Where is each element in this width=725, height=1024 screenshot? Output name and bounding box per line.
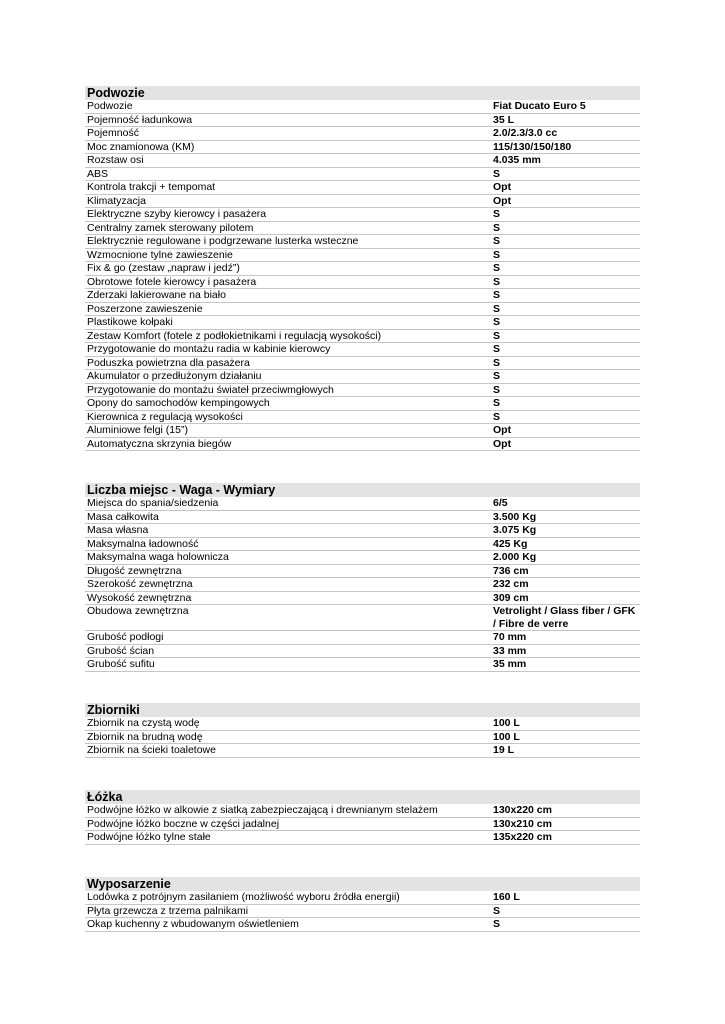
spec-value: 3.075 Kg xyxy=(493,524,537,536)
spec-row xyxy=(85,511,640,525)
spec-value: 130x210 cm xyxy=(493,817,552,830)
spec-row xyxy=(85,905,640,919)
spec-value: S xyxy=(493,221,501,234)
spec-row xyxy=(85,717,640,731)
spec-label: Lodówka z potrójnym zasilaniem (możliwość wyboru źródła energii) xyxy=(87,891,400,903)
spec-label: Plastikowe kołpaki xyxy=(87,316,173,328)
spec-label: Poduszka powietrzna dla pasażera xyxy=(87,356,250,369)
spec-row xyxy=(85,744,640,758)
spec-row xyxy=(85,222,640,236)
spec-label: Szerokość zewnętrzna xyxy=(87,578,193,590)
spec-value: S xyxy=(493,248,501,261)
spec-row xyxy=(85,578,640,592)
spec-row xyxy=(85,127,640,141)
spec-row xyxy=(85,195,640,209)
spec-row xyxy=(85,370,640,384)
spec-value: 35 L xyxy=(493,113,515,126)
spec-row xyxy=(85,330,640,344)
spec-value: Opt xyxy=(493,181,512,193)
spec-label: ABS xyxy=(87,167,109,180)
spec-row xyxy=(85,524,640,538)
spec-label: Poszerzone zawieszenie xyxy=(87,302,203,315)
spec-label: Podwójne łóżko tylne stałe xyxy=(87,831,211,843)
spec-row xyxy=(85,424,640,438)
spec-label: Zbiornik na ścieki toaletowe xyxy=(87,744,216,756)
spec-value: 2.0/2.3/3.0 cc xyxy=(493,127,558,139)
spec-value: S xyxy=(493,302,501,315)
spec-row xyxy=(85,141,640,155)
spec-label: Długość zewnętrzna xyxy=(87,564,182,577)
spec-row xyxy=(85,181,640,195)
spec-label: Obudowa zewnętrzna xyxy=(87,605,189,617)
spec-value: 160 L xyxy=(493,891,520,903)
spec-label: Automatyczna skrzynia biegów xyxy=(87,437,232,450)
spec-row xyxy=(85,208,640,222)
spec-value: 6/5 xyxy=(493,497,508,509)
spec-section xyxy=(85,790,640,845)
spec-value: 35 mm xyxy=(493,658,527,670)
spec-row xyxy=(85,343,640,357)
spec-row xyxy=(85,497,640,511)
spec-row xyxy=(85,565,640,579)
spec-row xyxy=(85,731,640,745)
spec-value: S xyxy=(493,918,501,930)
spec-row xyxy=(85,303,640,317)
spec-row xyxy=(85,438,640,452)
spec-label: Opony do samochodów kempingowych xyxy=(87,397,270,409)
spec-value: 19 L xyxy=(493,744,515,756)
spec-label: Miejsca do spania/siedzenia xyxy=(87,497,219,509)
spec-label: Akumulator o przedłużonym działaniu xyxy=(87,370,262,382)
spec-label: Płyta grzewcza z trzema palnikami xyxy=(87,904,249,917)
spec-value: 232 cm xyxy=(493,578,529,590)
spec-row xyxy=(85,262,640,276)
spec-label: Fix & go (zestaw „napraw i jedź”) xyxy=(87,262,240,274)
spec-label: Podwójne łóżko boczne w części jadalnej xyxy=(87,817,280,830)
spec-value: S xyxy=(493,208,501,220)
spec-row xyxy=(85,235,640,249)
spec-value: Opt xyxy=(493,437,512,450)
spec-row xyxy=(85,316,640,330)
spec-value: S xyxy=(493,316,501,328)
spec-label: Podwójne łóżko w alkowie z siatką zabezpieczającą i drewnianym stelażem xyxy=(87,804,438,816)
spec-value: S xyxy=(493,410,501,423)
spec-row xyxy=(85,645,640,659)
spec-value: Fiat Ducato Euro 5 xyxy=(493,100,586,112)
spec-label: Zderzaki lakierowane na biało xyxy=(87,289,226,301)
spec-value: S xyxy=(493,235,501,247)
spec-section xyxy=(85,483,640,672)
spec-row xyxy=(85,538,640,552)
spec-value: 135x220 cm xyxy=(493,831,552,843)
spec-row xyxy=(85,804,640,818)
spec-label: Maksymalna ładowność xyxy=(87,537,199,550)
spec-value: 736 cm xyxy=(493,564,529,577)
spec-label: Zbiornik na czystą wodę xyxy=(87,717,200,729)
spec-label: Centralny zamek sterowany pilotem xyxy=(87,221,254,234)
spec-value: 130x220 cm xyxy=(493,804,552,816)
spec-row xyxy=(85,276,640,290)
spec-label: Kierownica z regulacją wysokości xyxy=(87,410,243,423)
spec-value: S xyxy=(493,275,501,288)
spec-value: S xyxy=(493,383,501,396)
spec-value: 70 mm xyxy=(493,631,527,643)
section-title: Łóżka xyxy=(85,790,640,804)
spec-label: Okap kuchenny z wbudowanym oświetleniem xyxy=(87,918,299,930)
spec-value: 33 mm xyxy=(493,644,527,657)
spec-row xyxy=(85,168,640,182)
spec-label: Elektrycznie regulowane i podgrzewane lusterka wsteczne xyxy=(87,235,359,247)
spec-label: Grubość podłogi xyxy=(87,631,164,643)
spec-section xyxy=(85,703,640,758)
spec-label: Rozstaw osi xyxy=(87,154,144,166)
spec-label: Grubość sufitu xyxy=(87,658,155,670)
spec-value: 4.035 mm xyxy=(493,154,541,166)
spec-label: Aluminiowe felgi (15”) xyxy=(87,424,188,436)
spec-row xyxy=(85,551,640,565)
spec-label: Przygotowanie do montażu świateł przeciwmgłowych xyxy=(87,383,334,396)
spec-value: S xyxy=(493,289,501,301)
spec-row xyxy=(85,605,640,631)
spec-label: Masa własna xyxy=(87,524,149,536)
spec-value: Opt xyxy=(493,194,512,207)
spec-row xyxy=(85,658,640,672)
spec-value: 115/130/150/180 xyxy=(493,140,572,153)
spec-value: 309 cm xyxy=(493,591,529,604)
spec-value: S xyxy=(493,343,501,355)
spec-label: Maksymalna waga holownicza xyxy=(87,551,229,563)
spec-row xyxy=(85,154,640,168)
spec-section xyxy=(85,86,640,451)
spec-value: 2.000 Kg xyxy=(493,551,537,563)
spec-label: Przygotowanie do montażu radia w kabinie kierowcy xyxy=(87,343,331,355)
section-title: Wyposarzenie xyxy=(85,877,640,891)
spec-label: Masa całkowita xyxy=(87,510,159,523)
spec-row xyxy=(85,249,640,263)
spec-row xyxy=(85,831,640,845)
spec-value: S xyxy=(493,262,501,274)
spec-value: S xyxy=(493,167,501,180)
spec-row xyxy=(85,631,640,645)
spec-label: Kontrola trakcji + tempomat xyxy=(87,181,216,193)
spec-row xyxy=(85,114,640,128)
spec-value: S xyxy=(493,356,501,369)
spec-value: S xyxy=(493,904,501,917)
spec-label: Wzmocnione tylne zawieszenie xyxy=(87,248,233,261)
section-title: Liczba miejsc - Waga - Wymiary xyxy=(85,483,640,497)
spec-row xyxy=(85,357,640,371)
spec-value: 100 L xyxy=(493,730,520,743)
spec-label: Klimatyzacja xyxy=(87,194,146,207)
spec-label: Podwozie xyxy=(87,100,133,112)
spec-label: Moc znamionowa (KM) xyxy=(87,140,195,153)
spec-row xyxy=(85,384,640,398)
spec-label: Zbiornik na brudną wodę xyxy=(87,730,203,743)
spec-value: 425 Kg xyxy=(493,537,528,550)
spec-row xyxy=(85,397,640,411)
spec-label: Zestaw Komfort (fotele z podłokietnikami i regulacją wysokości) xyxy=(87,329,382,342)
spec-value: S xyxy=(493,370,501,382)
spec-row xyxy=(85,100,640,114)
spec-value: 3.500 Kg xyxy=(493,510,537,523)
section-title: Zbiorniki xyxy=(85,703,640,717)
spec-label: Obrotowe fotele kierowcy i pasażera xyxy=(87,275,257,288)
spec-label: Wysokość zewnętrzna xyxy=(87,591,192,604)
spec-row xyxy=(85,918,640,932)
spec-label: Grubość ścian xyxy=(87,644,155,657)
spec-value: S xyxy=(493,329,501,342)
spec-row xyxy=(85,289,640,303)
spec-value: S xyxy=(493,397,501,409)
spec-row xyxy=(85,891,640,905)
spec-value: Vetrolight / Glass fiber / GFK / Fibre de verre xyxy=(493,605,636,630)
spec-row xyxy=(85,411,640,425)
spec-value: 100 L xyxy=(493,717,520,729)
spec-label: Pojemność ładunkowa xyxy=(87,113,193,126)
spec-section xyxy=(85,877,640,932)
section-title: Podwozie xyxy=(85,86,640,100)
spec-label: Elektryczne szyby kierowcy i pasażera xyxy=(87,208,267,220)
spec-row xyxy=(85,818,640,832)
spec-value: Opt xyxy=(493,424,512,436)
spec-label: Pojemność xyxy=(87,127,139,139)
spec-row xyxy=(85,592,640,606)
